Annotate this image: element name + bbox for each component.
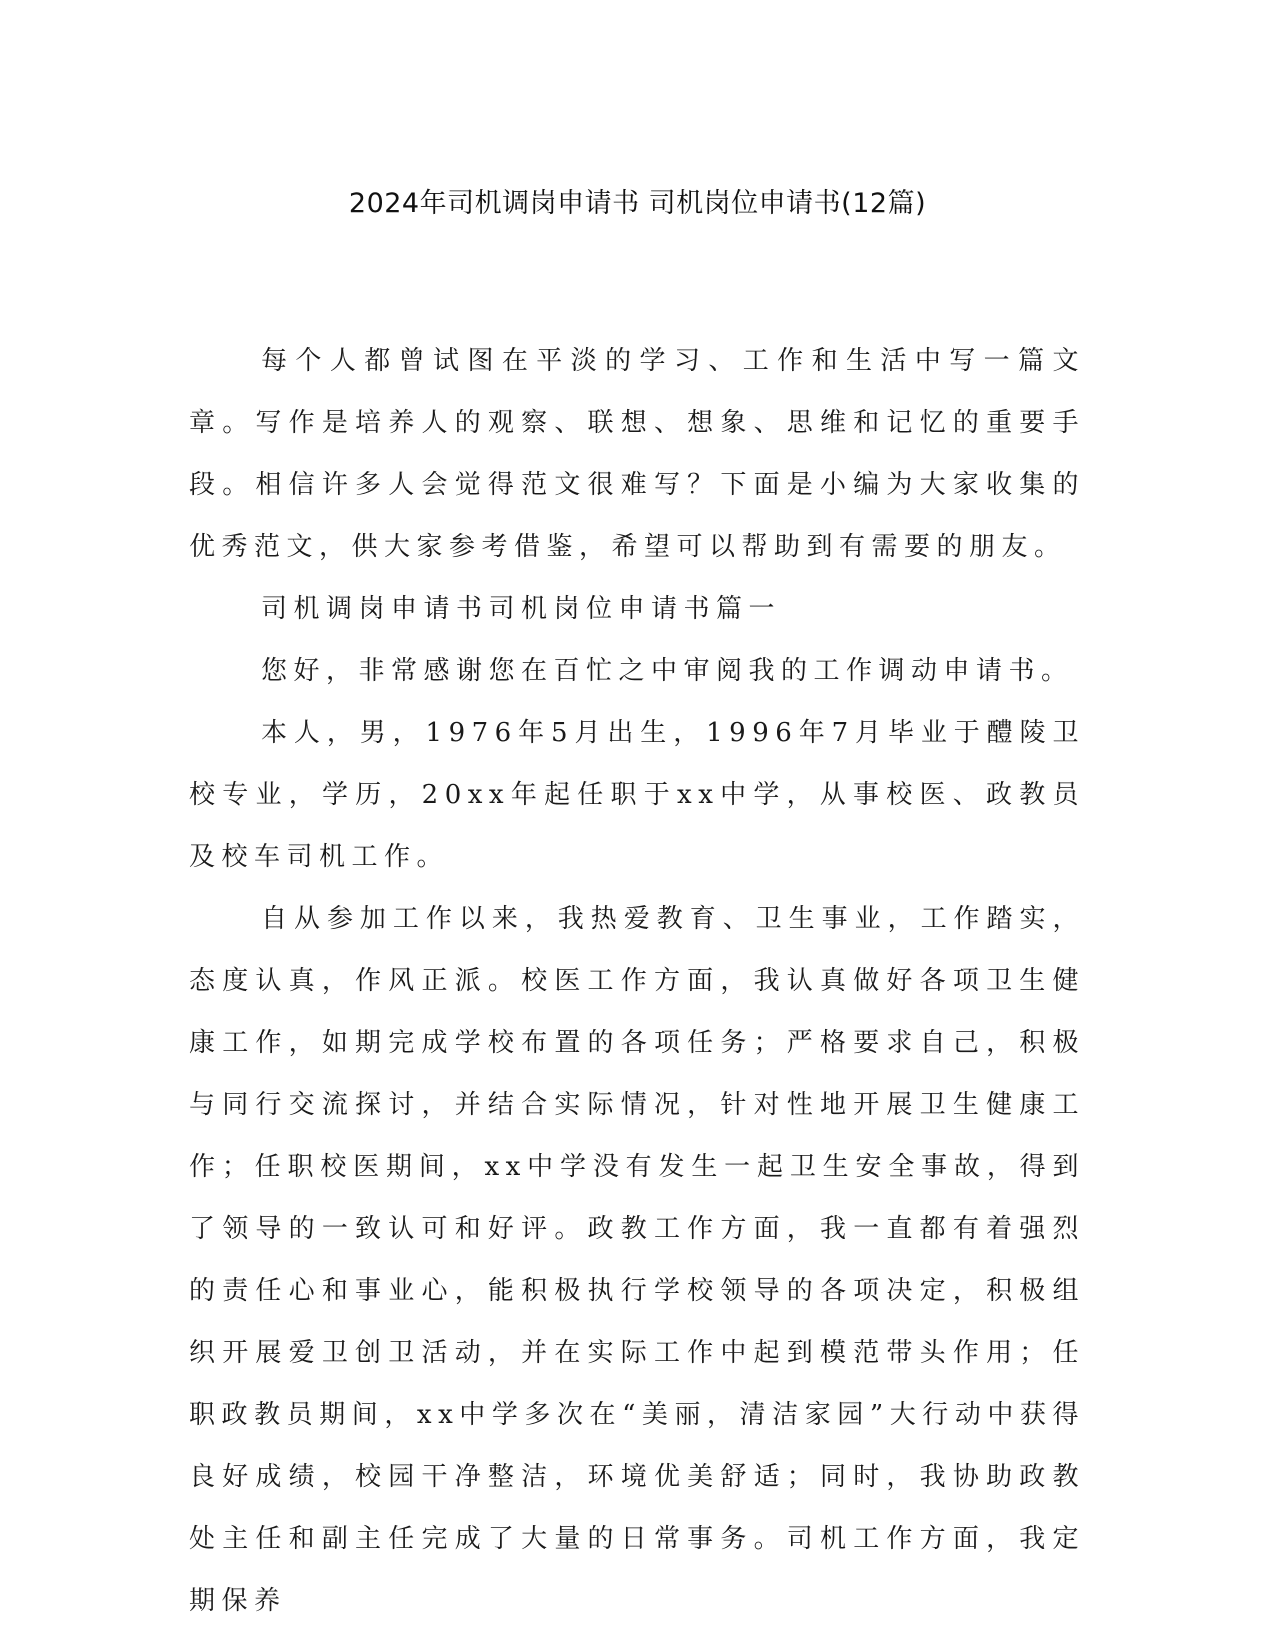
section-heading: 司机调岗申请书司机岗位申请书篇一 [261,594,782,624]
personal-info-paragraph: 本人，男，1976年5月出生，1996年7月毕业于醴陵卫校专业，学历，20xx年起任职于xx中学，从事校医、政教员及校车司机工作。 [189,718,1085,872]
greeting-paragraph: 您好，非常感谢您在百忙之中审阅我的工作调动申请书。 [261,656,1074,686]
document-body [189,330,1085,1632]
intro-paragraph: 每个人都曾试图在平淡的学习、工作和生活中写一篇文章。写作是培养人的观察、联想、想象、思维和记忆的重要手段。相信许多人会觉得范文很难写？下面是小编为大家收集的优秀范文，供大家参考借鉴，希望可以帮助到有需要的朋友。 [189,346,1085,562]
document-title: 2024年司机调岗申请书 司机岗位申请书(12篇) [348,188,927,219]
work-history-paragraph: 自从参加工作以来，我热爱教育、卫生事业，工作踏实，态度认真，作风正派。校医工作方面，我认真做好各项卫生健康工作，如期完成学校布置的各项任务；严格要求自己，积极与同行交流探讨，并结合实际情况，针对性地开展卫生健康工作；任职校医期间，xx中学没有发生一起卫生安全事故，得到了领导的一致认可和好评。政教工作方面，我一直都有着强烈的责任心和事业心，能积极执行学校领导的各项决定，积极组织开展爱卫创卫活动，并在实际工作中起到模范带头作用；任职政教员期间，xx中学多次在“美丽，清洁家园”大行动中获得良好成绩，校园干净整洁，环境优美舒适；同时，我协助政教处主任和副主任完成了大量的日常事务。司机工作方面，我定期保养 [189,904,1085,1616]
